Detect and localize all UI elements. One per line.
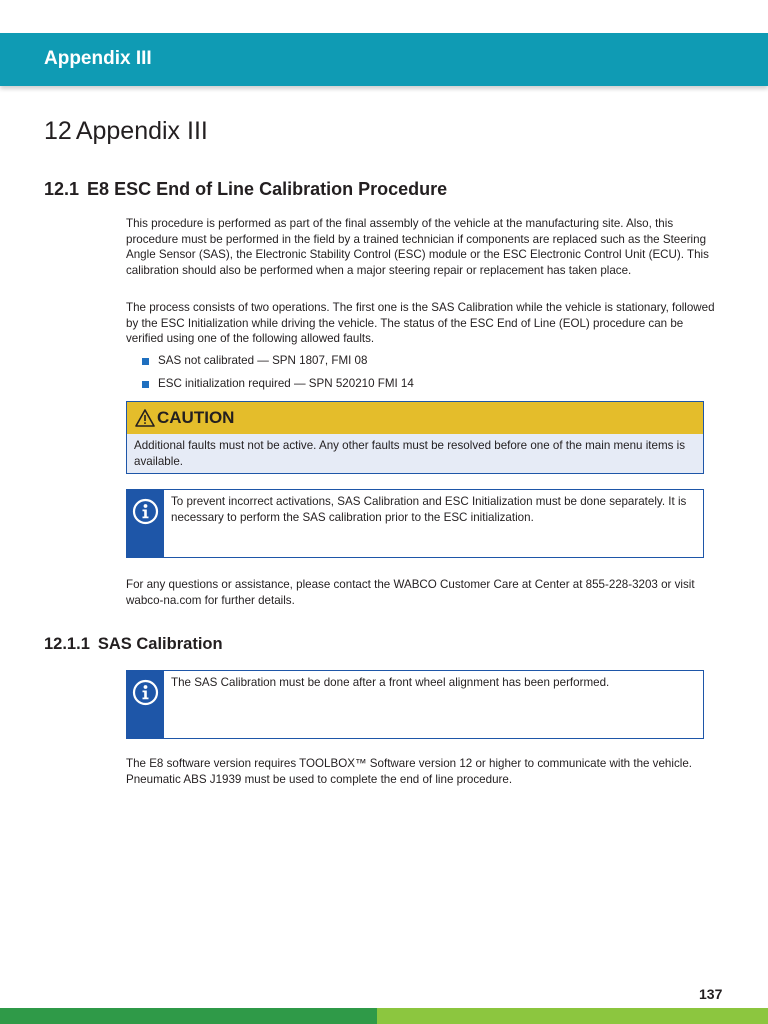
section-title <box>44 179 447 200</box>
warning-triangle-icon <box>135 409 155 427</box>
page-number: 137 <box>699 986 723 1002</box>
section-title-text: E8 ESC End of Line Calibration Procedure <box>87 179 448 199</box>
subsection-title <box>44 635 223 654</box>
chapter-title <box>44 117 208 146</box>
chapter-number: 12 <box>44 117 72 145</box>
bullet-square-icon <box>142 381 149 388</box>
list-item <box>142 353 414 376</box>
contact-paragraph: For any questions or assistance, please contact the WABCO Customer Care at Center at 855-228-3203 or visit wabco-na.com for further details. <box>126 578 695 607</box>
info-icon <box>132 498 159 525</box>
caution-header <box>127 402 703 434</box>
intro-paragraph: This procedure is performed as part of the final assembly of the vehicle at the manufacturing site. Also, this procedure must be performed in the field by a trained technician if components are replaced such as the Steering Angle Sensor (SAS), the Electronic Stability Control (ESC) module or the ESC Electronic Control Unit (ECU). This calibration should also be performed when a major steering repair or replacement has taken place. <box>126 217 709 277</box>
process-paragraph: The process consists of two operations. The first one is the SAS Calibration while the vehicle is stationary, followed by the ESC Initialization while driving the vehicle. The status of the ESC End of Line (EOL) procedure can be verified using one of the following allowed faults. <box>126 301 715 345</box>
list-item-text: SAS not calibrated — SPN 1807, FMI 08 <box>158 354 368 367</box>
note-box <box>126 489 704 558</box>
caution-box <box>126 401 704 474</box>
list-item <box>142 376 414 399</box>
header-title: Appendix III <box>44 48 152 69</box>
footer-bar-dark <box>0 1008 377 1024</box>
caution-title: CAUTION <box>157 408 235 427</box>
bullet-square-icon <box>142 358 149 365</box>
note-sidebar <box>127 490 164 557</box>
toolbox-paragraph: The E8 software version requires TOOLBOX™ Software version 12 or higher to communicate with the vehicle. Pneumatic ABS J1939 must be used to complete the end of line procedure. <box>126 757 692 786</box>
subsection-title-text: SAS Calibration <box>97 635 223 653</box>
list-item-text: ESC initialization required — SPN 520210 FMI 14 <box>158 377 414 390</box>
note-text: The SAS Calibration must be done after a front wheel alignment has been performed. <box>171 676 610 689</box>
note-box <box>126 670 704 739</box>
fault-list <box>142 353 414 399</box>
header-bar <box>0 33 768 86</box>
note-sidebar <box>127 671 164 738</box>
footer-bar-light <box>377 1008 768 1024</box>
subsection-number: 12.1.1 <box>44 635 90 653</box>
caution-text: Additional faults must not be active. Any other faults must be resolved before one of the main menu items is available. <box>127 434 703 473</box>
info-icon <box>132 679 159 706</box>
chapter-title-text: Appendix III <box>75 117 208 145</box>
note-text: To prevent incorrect activations, SAS Calibration and ESC Initialization must be done separately. It is necessary to perform the SAS calibration prior to the ESC initialization. <box>171 495 687 524</box>
section-number: 12.1 <box>44 179 80 199</box>
